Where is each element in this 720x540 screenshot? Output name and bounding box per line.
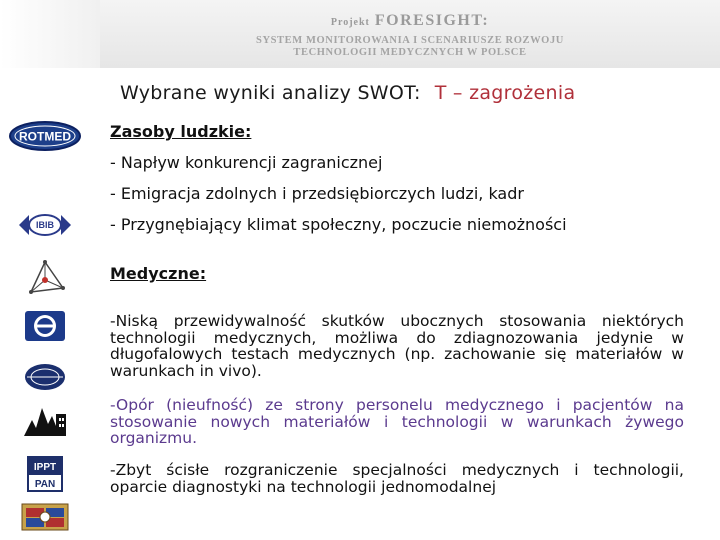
slide-title [120,82,575,104]
ippt-logo-text: IPPT [33,462,57,473]
slide-title-accent: T – zagrożenia [434,82,576,104]
pan-logo-text: PAN [34,479,56,490]
medical-paragraph-highlighted: -Opór (nieufność) ze strony personelu medycznego i pacjentów na stosowanie nowych materiałów i technologii w warunkach żywego organizmu. [110,396,684,447]
rotmed-logo-text: ROTMED [19,129,71,144]
medical-paragraph: -Zbyt ścisłe rozgraniczenie specjalności medycznych i technologii, oparcie diagnostyki na technologii jednomodalnej [110,461,684,496]
human-resources-list [110,153,685,234]
header-corner [0,0,100,68]
network-logo [0,258,90,298]
ippt-pan-logo [0,456,90,492]
slide-title-main: Wybrane wyniki analizy SWOT: [120,82,421,104]
medical-section [110,264,685,283]
project-label: Projekt [330,17,370,28]
round-logo [0,362,90,392]
crest-logo [0,500,90,534]
list-item: - Emigracja zdolnych i przedsiębiorczych ludzi, kadr [110,184,524,203]
partner-logos [0,110,90,540]
medical-heading: Medyczne: [110,264,207,283]
ibib-logo-text: IBIB [36,220,54,230]
medical-paragraph: -Niską przewidywalność skutków ubocznych stosowania niektórych technologii medycznych, możliwa do zdiagnozowania jedynie w długofalowych testach medycznych (np. zachowanie się materiałów w warunkach in vivo). [110,312,684,380]
list-item: - Napływ konkurencji zagranicznej [110,153,383,172]
project-name: FORESIGHT: [374,12,490,29]
human-resources-heading: Zasoby ludzkie: [110,122,252,141]
project-subtitle-line2: TECHNOLOGII MEDYCZNYCH W POLSCE [293,47,527,58]
project-subtitle-line1: SYSTEM MONITOROWANIA I SCENARIUSZE ROZWOJU [256,35,564,46]
tower-logo [0,402,90,436]
project-header [100,0,720,68]
ibib-logo [0,210,90,240]
project-title [100,12,720,30]
rotmed-logo [0,120,90,152]
human-resources-section [110,122,685,234]
list-item: - Przygnębiający klimat społeczny, poczucie niemożności [110,215,567,234]
e-logo [0,310,90,342]
